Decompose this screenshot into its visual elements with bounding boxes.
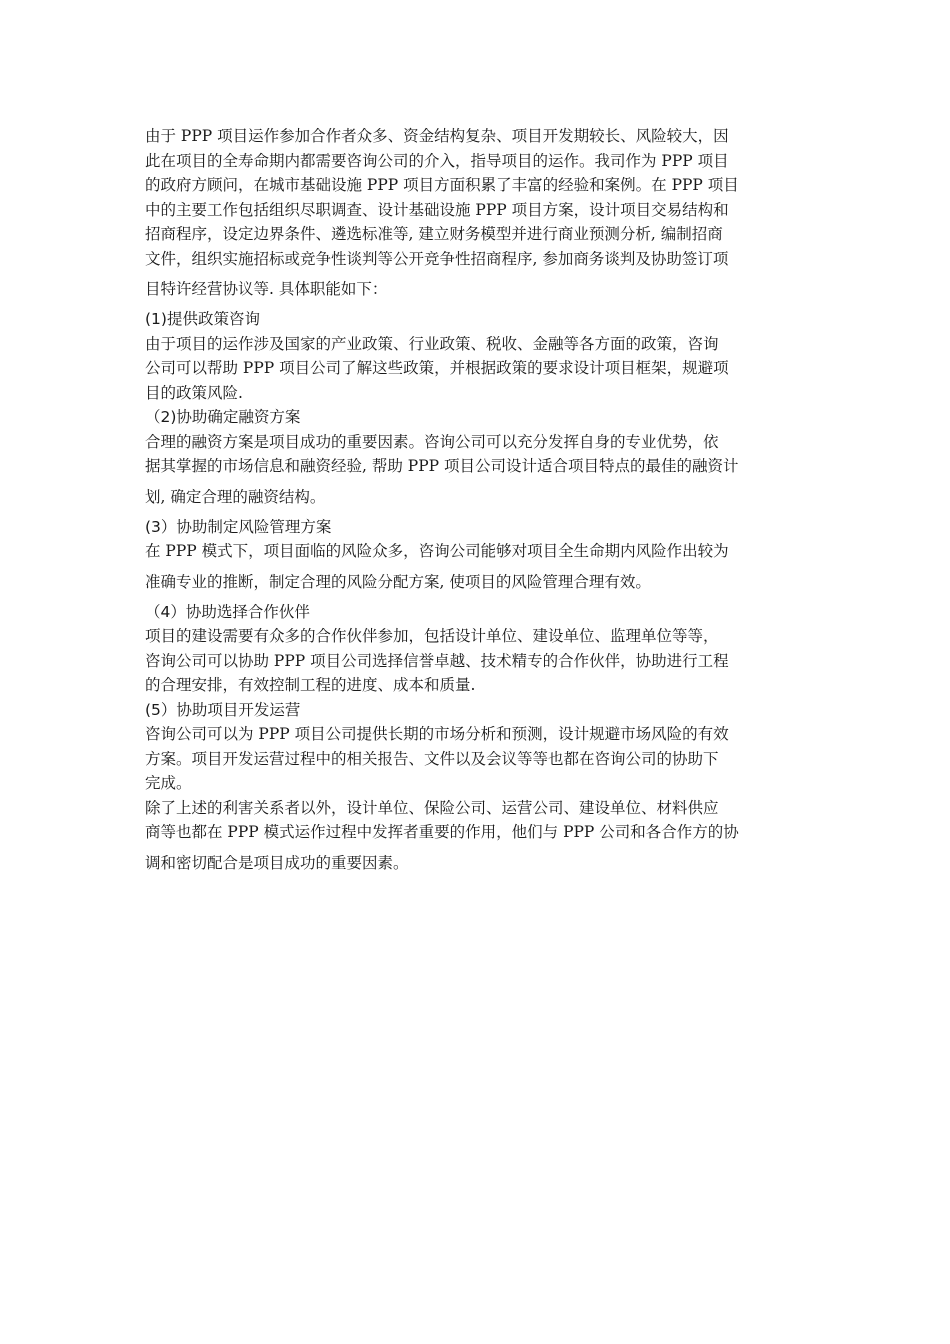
- text-line: 除了上述的利害关系者以外，设计单位、保险公司、运营公司、建设单位、材料供应: [145, 798, 719, 817]
- text-line: 调和密切配合是项目成功的重要因素。: [145, 853, 409, 872]
- text-line: 目的政策风险.: [145, 383, 243, 402]
- text-line: 据其掌握的市场信息和融资经验, 帮助 PPP 项目公司设计适合项目特点的最佳的融资计: [145, 457, 739, 475]
- text-line: 的合理安排，有效控制工程的进度、成本和质量.: [145, 676, 476, 694]
- text-line: 准确专业的推断，制定合理的风险分配方案, 使项目的风险管理合理有效。: [145, 572, 651, 591]
- text-line: 方案。项目开发运营过程中的相关报告、文件以及会议等等也都在咨询公司的协助下: [145, 749, 719, 768]
- text-line: 的政府方顾问，在城市基础设施 PPP 项目方面积累了丰富的经验和案例。在 PPP 项目: [145, 176, 739, 194]
- section-heading: （2)协助确定融资方案: [145, 408, 301, 426]
- document-body: [145, 124, 815, 881]
- text-line: 目特许经营协议等. 具体职能如下：: [145, 280, 388, 298]
- section-partner-selection: [145, 600, 815, 698]
- text-line: 招商程序，设定边界条件、遴选标准等, 建立财务模型并进行商业预测分析, 编制招商: [145, 225, 723, 243]
- text-line: 中的主要工作包括组织尽职调查、设计基础设施 PPP 项目方案，设计项目交易结构和: [145, 200, 729, 219]
- text-line: 咨询公司可以协助 PPP 项目公司选择信誉卓越、技术精专的合作伙伴，协助进行工程: [145, 651, 729, 670]
- text-line: 由于项目的运作涉及国家的产业政策、行业政策、税收、金融等各方面的政策，咨询: [145, 334, 719, 353]
- text-line: 项目的建设需要有众多的合作伙伴参加，包括设计单位、建设单位、监理单位等等，: [145, 627, 719, 645]
- text-line: 合理的融资方案是项目成功的重要因素。咨询公司可以充分发挥自身的专业优势，依: [145, 432, 719, 451]
- intro-paragraph: [145, 124, 815, 307]
- section-heading: （4）协助选择合作伙伴: [145, 602, 310, 621]
- text-line: 划, 确定合理的融资结构。: [145, 487, 326, 506]
- section-policy-consulting: [145, 307, 815, 405]
- text-line: 商等也都在 PPP 模式运作过程中发挥者重要的作用，他们与 PPP 公司和各合作方的协: [145, 823, 739, 841]
- section-heading: (1)提供政策咨询: [145, 310, 260, 328]
- text-line: 在 PPP 模式下，项目面临的风险众多，咨询公司能够对项目全生命期内风险作出较为: [145, 542, 729, 560]
- text-line: 咨询公司可以为 PPP 项目公司提供长期的市场分析和预测，设计规避市场风险的有效: [145, 725, 729, 743]
- text-line: 由于 PPP 项目运作参加合作者众多、资金结构复杂、项目开发期较长、风险较大，因: [145, 127, 729, 145]
- text-line: 文件，组织实施招标或竞争性谈判等公开竞争性招商程序, 参加商务谈判及协助签订项: [145, 249, 729, 268]
- closing-paragraph: [145, 796, 815, 881]
- section-heading: (3）协助制定风险管理方案: [145, 517, 332, 536]
- section-financing-plan: [145, 405, 815, 515]
- section-heading: (5）协助项目开发运营: [145, 700, 301, 719]
- text-line: 完成。: [145, 774, 192, 792]
- section-development-operation: [145, 698, 815, 796]
- text-line: 此在项目的全寿命期内都需要咨询公司的介入，指导项目的运作。我司作为 PPP 项目: [145, 151, 729, 170]
- section-risk-management: [145, 515, 815, 600]
- text-line: 公司可以帮助 PPP 项目公司了解这些政策，并根据政策的要求设计项目框架，规避项: [145, 359, 729, 377]
